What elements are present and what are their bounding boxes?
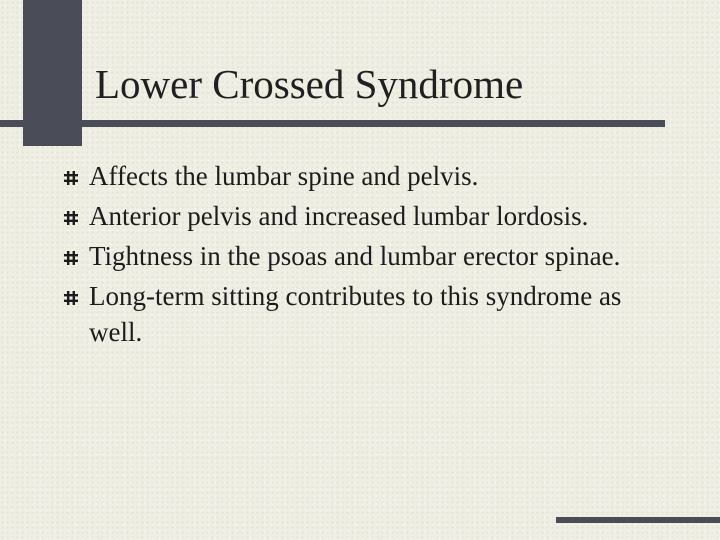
hash-bullet-icon	[63, 290, 79, 306]
bullet-text: Long-term sitting contributes to this syndrome as well.	[89, 281, 622, 347]
title-divider	[0, 120, 665, 127]
bullet-item	[60, 278, 640, 350]
slide-title: Lower Crossed Syndrome	[95, 61, 524, 107]
bottom-accent-bar	[556, 517, 720, 523]
bullet-item	[60, 198, 640, 234]
hash-bullet-icon	[63, 170, 79, 186]
bullet-item	[60, 238, 640, 274]
hash-bullet-icon	[63, 210, 79, 226]
bullet-list	[60, 158, 640, 354]
bullet-item	[60, 158, 640, 194]
bullet-text: Affects the lumbar spine and pelvis.	[89, 161, 479, 191]
bullet-text: Anterior pelvis and increased lumbar lordosis.	[89, 201, 589, 231]
hash-bullet-icon	[63, 250, 79, 266]
bullet-text: Tightness in the psoas and lumbar erector spinae.	[89, 241, 621, 271]
